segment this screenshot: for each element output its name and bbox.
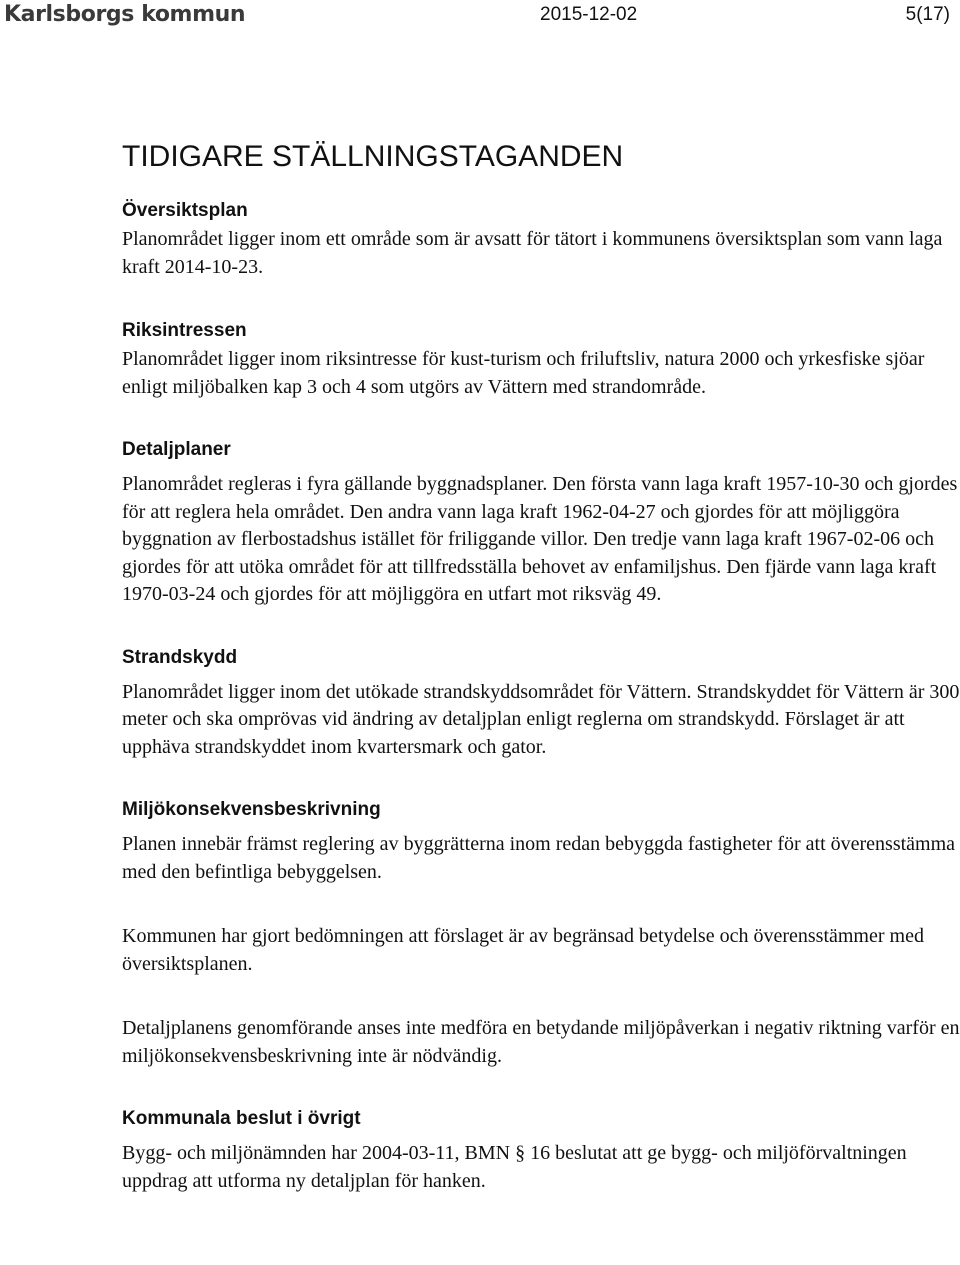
section-heading: Kommunala beslut i övrigt bbox=[122, 1108, 361, 1129]
section-miljokonsekvensbeskrivning bbox=[122, 797, 960, 1070]
section-paragraph: Detaljplanens genomförande anses inte medföra en betydande miljöpåverkan i negativ riktning varför en miljökonsekvensbeskrivning inte är nödvändig. bbox=[122, 1017, 960, 1067]
section-riksintressen bbox=[122, 318, 960, 401]
section-detaljplaner bbox=[122, 437, 960, 609]
section-strandskydd bbox=[122, 645, 960, 762]
section-paragraph: Planområdet ligger inom riksintresse för kust-turism och friluftsliv, natura 2000 och yrkesfiske sjöar enligt miljöbalken kap 3 och 4 som utgörs av Vättern med strandområde. bbox=[122, 348, 925, 398]
document-body bbox=[122, 137, 960, 1195]
section-heading: Strandskydd bbox=[122, 646, 238, 668]
page-header bbox=[0, 0, 960, 34]
section-paragraph: Kommunen har gjort bedömningen att förslaget är av begränsad betydelse och överensstämmer med översiktsplanen. bbox=[122, 925, 924, 975]
section-paragraph: Planen innebär främst reglering av byggrätterna inom redan bebyggda fastigheter för att överensstämma med den befintliga bebyggelsen. bbox=[122, 833, 956, 883]
document-date: 2015-12-02 bbox=[540, 4, 638, 25]
section-heading: Miljökonsekvensbeskrivning bbox=[122, 799, 381, 820]
section-heading: Detaljplaner bbox=[122, 439, 231, 460]
section-heading: Riksintressen bbox=[122, 320, 247, 341]
municipality-logo: Karlsborgs kommun bbox=[4, 2, 246, 27]
page-number: 5(17) bbox=[905, 4, 950, 25]
section-oversiktsplan bbox=[122, 198, 960, 281]
section-paragraph: Bygg- och miljönämnden har 2004-03-11, BMN § 16 beslutat att ge bygg- och miljöförvaltningen uppdrag att utforma ny detaljplan för hanken. bbox=[122, 1142, 907, 1192]
section-kommunala-beslut bbox=[122, 1106, 960, 1195]
section-paragraph: Planområdet ligger inom det utökade strandskyddsområdet för Vättern. Strandskyddet för Vättern är 300 meter och ska omprövas vid ändring av detaljplan enligt reglerna om strandskydd. Förslaget är att upphäva strandskyddet inom kvartersmark och gator. bbox=[122, 680, 960, 758]
section-paragraph: Planområdet ligger inom ett område som är avsatt för tätort i kommunens översiktsplan som vann laga kraft 2014-10-23. bbox=[122, 228, 943, 278]
document-title: TIDIGARE STÄLLNINGSTAGANDEN bbox=[122, 140, 624, 173]
section-paragraph: Planområdet regleras i fyra gällande byggnadsplaner. Den första vann laga kraft 1957-10-30 och gjordes för att reglera hela området. Den andra vann laga kraft 1962-04-27 och gjordes för att möjliggöra byggnation av flerbostadshus istället för friliggande villor. Den tredje vann laga kraft 1967-02-06 och gjordes för att utöka området för att tillfredsställa behovet av enfamiljshus. Den fjärde vann laga kraft 1970-03-24 och gjordes för att möjliggöra en utfart mot riksväg 49. bbox=[122, 473, 958, 605]
section-heading: Översiktsplan bbox=[122, 200, 248, 221]
